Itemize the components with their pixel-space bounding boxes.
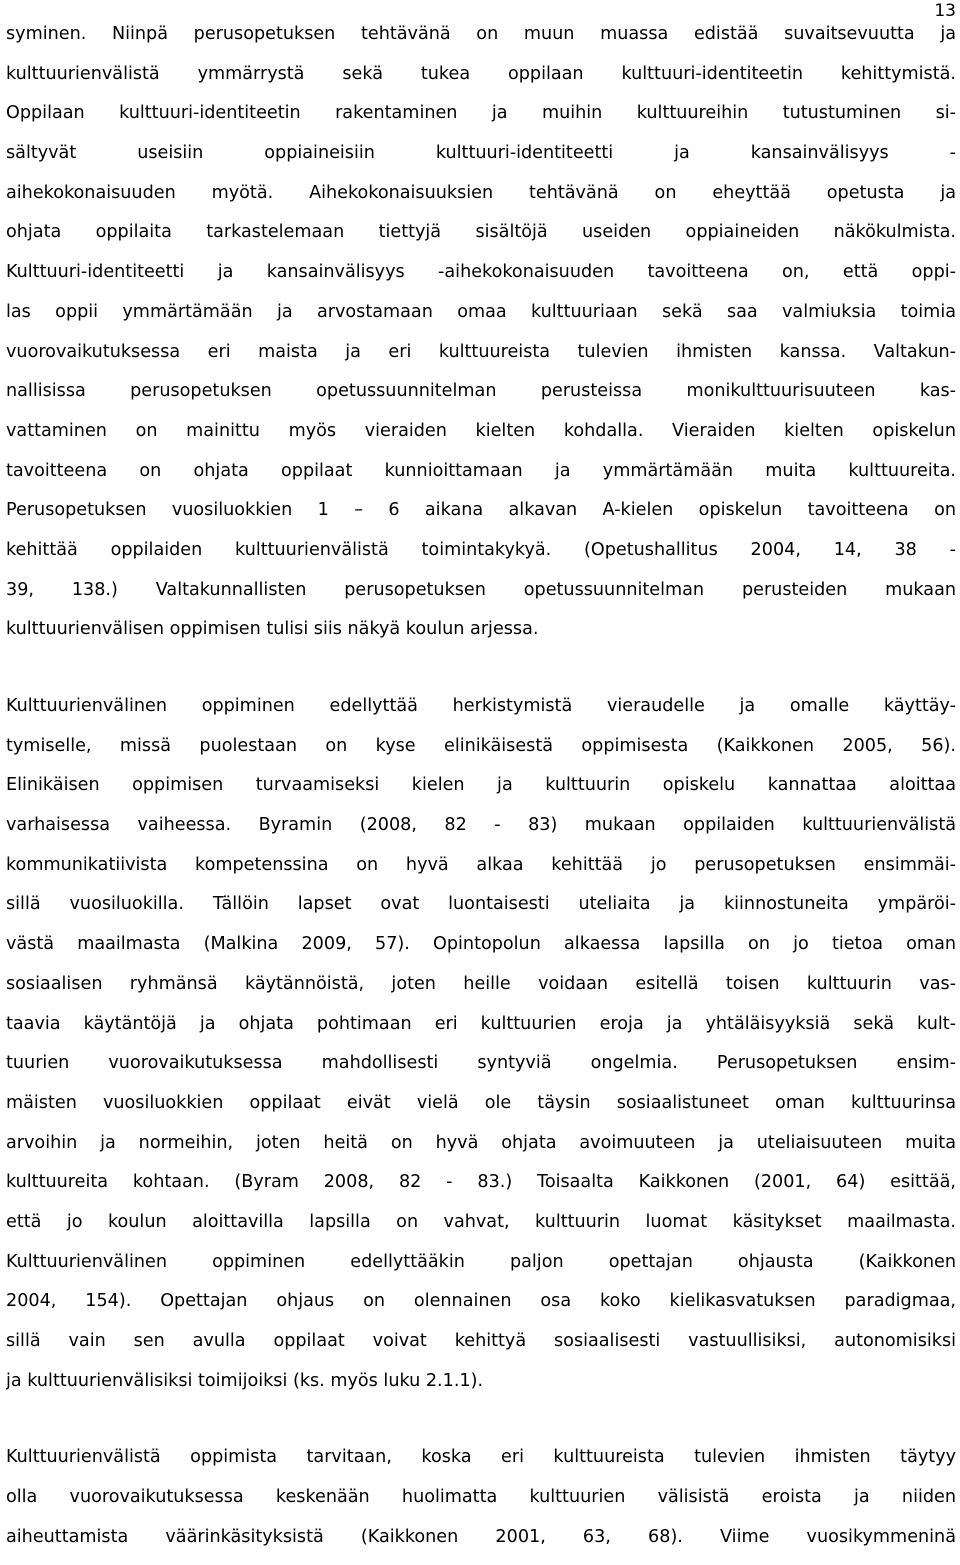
text-line: ohjata oppilaita tarkastelemaan tiettyjä sisältöjä useiden oppiaineiden näkökulmista. xyxy=(6,222,956,243)
text-line: sillä vain sen avulla oppilaat voivat kehittyä sosiaalisesti vastuullisiksi, autonomisiksi xyxy=(6,1331,956,1351)
text-line: Kulttuurienvälinen oppiminen edellyttääkin paljon opettajan ohjausta (Kaikkonen xyxy=(6,1251,956,1272)
text-line: kulttuureita kohtaan. (Byram 2008, 82 - 83.) Toisaalta Kaikkonen (2001, 64) esittää, xyxy=(6,1172,956,1193)
text-line: aiheuttamista väärinkäsityksistä (Kaikkonen 2001, 63, 68). Viime vuosikymmeninä xyxy=(6,1526,956,1547)
text-line: olla vuorovaikutuksessa keskenään huolimatta kulttuurien välisistä eroista ja niiden xyxy=(6,1487,956,1508)
text-line: vuorovaikutuksessa eri maista ja eri kulttuureista tulevien ihmisten kanssa. Valtakun- xyxy=(6,341,956,362)
text-line: kulttuurienvälisen oppimisen tulisi siis näkyä koulun arjessa. xyxy=(6,619,539,640)
text-line: ja kulttuurienvälisiksi toimijoiksi (ks. myös luku 2.1.1). xyxy=(6,1370,484,1391)
paragraph-gap xyxy=(6,650,956,687)
text-line: tuurien vuorovaikutuksessa mahdollisesti syntyviä ongelmia. Perusopetuksen ensim- xyxy=(6,1053,956,1074)
text-line: västä maailmasta (Malkina 2009, 57). Opintopolun alkaessa lapsilla on jo tietoa oman xyxy=(6,934,956,955)
page-number: 13 xyxy=(934,1,956,21)
text-line: nallisissa perusopetuksen opetussuunnitelman perusteissa monikulttuurisuuteen kas- xyxy=(6,381,956,402)
paragraph-3 xyxy=(6,1438,956,1557)
text-line: kehittää oppilaiden kulttuurienvälistä toimintakykyä. (Opetushallitus 2004, 14, 38 - xyxy=(6,539,956,560)
document-body xyxy=(6,15,956,1557)
text-line: taavia käytäntöjä ja ohjata pohtimaan eri kulttuurien eroja ja yhtäläisyyksiä sekä kult- xyxy=(6,1013,956,1034)
text-line: Elinikäisen oppimisen turvaamiseksi kielen ja kulttuurin opiskelu kannattaa aloittaa xyxy=(6,775,956,796)
text-line: 2004, 154). Opettajan ohjaus on olennainen osa koko kielikasvatuksen paradigmaa, xyxy=(6,1291,956,1312)
text-line: Kulttuurienvälistä oppimista tarvitaan, koska eri kulttuureista tulevien ihmisten täytyy xyxy=(6,1447,956,1468)
text-line: sältyvät useisiin oppiaineisiin kulttuuri-identiteetti ja kansainvälisyys - xyxy=(6,143,956,164)
text-line: kommunikatiivista kompetenssina on hyvä alkaa kehittää jo perusopetuksen ensimmäi- xyxy=(6,854,956,875)
text-line: 39, 138.) Valtakunnallisten perusopetuksen opetussuunnitelman perusteiden mukaan xyxy=(6,579,956,600)
text-line: mäisten vuosiluokkien oppilaat eivät vielä ole täysin sosiaalistuneet oman kulttuurinsa xyxy=(6,1092,956,1113)
text-line: las oppii ymmärtämään ja arvostamaan omaa kulttuuriaan sekä saa valmiuksia toimia xyxy=(6,301,956,322)
text-line: kulttuurienvälistä ymmärrystä sekä tukea oppilaan kulttuuri-identiteetin kehittymistä. xyxy=(6,63,956,84)
text-line: Kulttuuri-identiteetti ja kansainvälisyys -aihekokonaisuuden tavoitteena on, että oppi- xyxy=(6,262,956,283)
text-line: tymiselle, missä puolestaan on kyse elinikäisestä oppimisesta (Kaikkonen 2005, 56). xyxy=(6,735,956,756)
paragraph-2 xyxy=(6,687,956,1401)
text-line: että jo koulun aloittavilla lapsilla on vahvat, kulttuurin luomat käsitykset maailmasta. xyxy=(6,1211,956,1232)
text-line: aihekokonaisuuden myötä. Aihekokonaisuuksien tehtävänä on eheyttää opetusta ja xyxy=(6,182,956,203)
text-line: sillä vuosiluokilla. Tällöin lapset ovat luontaisesti uteliaita ja kiinnostuneita ympäröi- xyxy=(6,894,956,915)
paragraph-gap xyxy=(6,1401,956,1438)
text-line: arvoihin ja normeihin, joten heitä on hyvä ohjata avoimuuteen ja uteliaisuuteen muita xyxy=(6,1132,956,1153)
text-line: tavoitteena on ohjata oppilaat kunnioittamaan ja ymmärtämään muita kulttuureita. xyxy=(6,460,956,481)
text-line: vattaminen on mainittu myös vieraiden kielten kohdalla. Vieraiden kielten opiskelun xyxy=(6,420,956,441)
text-line: sosiaalisen ryhmänsä käytännöistä, joten heille voidaan esitellä toisen kulttuurin vas- xyxy=(6,973,956,994)
text-line: Oppilaan kulttuuri-identiteetin rakentaminen ja muihin kulttuureihin tutustuminen si- xyxy=(6,103,956,124)
text-line: Kulttuurienvälinen oppiminen edellyttää herkistymistä vieraudelle ja omalle käyttäy- xyxy=(6,696,956,716)
paragraph-1 xyxy=(6,15,956,650)
text-line: varhaisessa vaiheessa. Byramin (2008, 82 - 83) mukaan oppilaiden kulttuurienvälistä xyxy=(6,815,956,836)
text-line: Perusopetuksen vuosiluokkien 1 – 6 aikana alkavan A-kielen opiskelun tavoitteena on xyxy=(6,500,956,521)
text-line: syminen. Niinpä perusopetuksen tehtävänä on muun muassa edistää suvaitsevuutta ja xyxy=(6,24,956,44)
